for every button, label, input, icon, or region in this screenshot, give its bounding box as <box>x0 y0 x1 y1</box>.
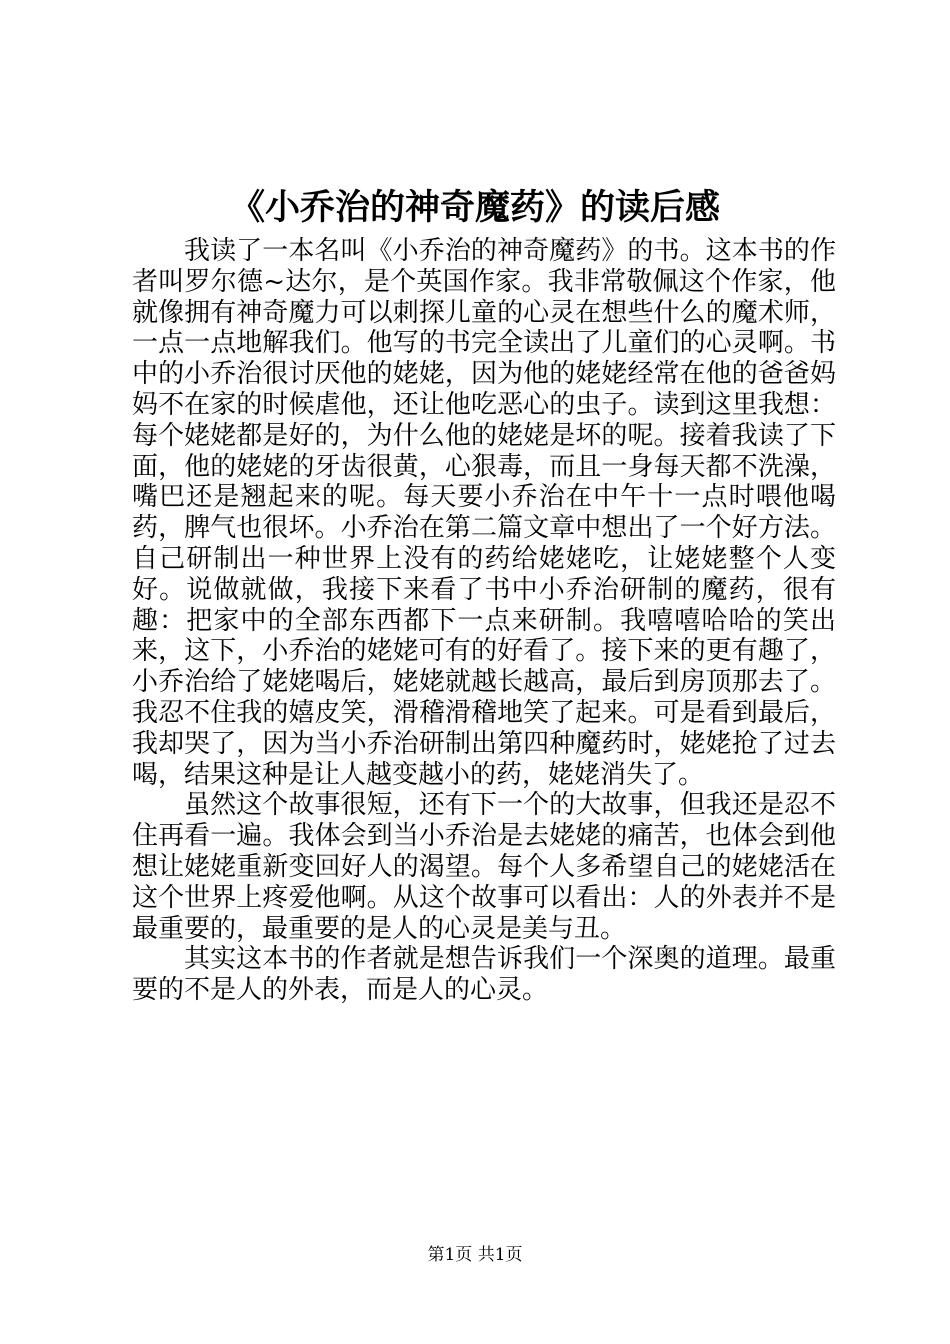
document-body <box>132 236 836 1006</box>
paragraph-3: 其实这本书的作者就是想告诉我们一个深奥的道理。最重要的不是人的外表，而是人的心灵。 <box>132 944 836 1006</box>
paragraph-2: 虽然这个故事很短，还有下一个的大故事，但我还是忍不住再看一遍。我体会到当小乔治是去姥姥的痛苦，也体会到他想让姥姥重新变回好人的渴望。每个人多希望自己的姥姥活在这个世界上疼爱他啊。从这个故事可以看出：人的外表并不是最重要的，最重要的是人的心灵是美与丑。 <box>132 790 836 944</box>
paragraph-1: 我读了一本名叫《小乔治的神奇魔药》的书。这本书的作者叫罗尔德~达尔，是个英国作家。我非常敬佩这个作家，他就像拥有神奇魔力可以刺探儿童的心灵在想些什么的魔术师，一点一点地解我们。他写的书完全读出了儿童们的心灵啊。书中的小乔治很讨厌他的姥姥，因为他的姥姥经常在他的爸爸妈妈不在家的时候虐他，还让他吃恶心的虫子。读到这里我想：每个姥姥都是好的，为什么他的姥姥是坏的呢。接着我读了下面，他的姥姥的牙齿很黄，心狠毒，而且一身每天都不洗澡，嘴巴还是翘起来的呢。每天要小乔治在中午十一点时喂他喝药，脾气也很坏。小乔治在第二篇文章中想出了一个好方法。自己研制出一种世界上没有的药给姥姥吃，让姥姥整个人变好。说做就做，我接下来看了书中小乔治研制的魔药，很有趣：把家中的全部东西都下一点来研制。我嘻嘻哈哈的笑出来，这下，小乔治的姥姥可有的好看了。接下来的更有趣了，小乔治给了姥姥喝后，姥姥就越长越高，最后到房顶那去了。我忍不住我的嬉皮笑，滑稽滑稽地笑了起来。可是看到最后，我却哭了，因为当小乔治研制出第四种魔药时，姥姥抢了过去喝，结果这种是让人越变越小的药，姥姥消失了。 <box>132 236 836 790</box>
page-footer: 第1页 共1页 <box>427 1245 523 1265</box>
document-title: 《小乔治的神奇魔药》的读后感 <box>229 188 720 228</box>
